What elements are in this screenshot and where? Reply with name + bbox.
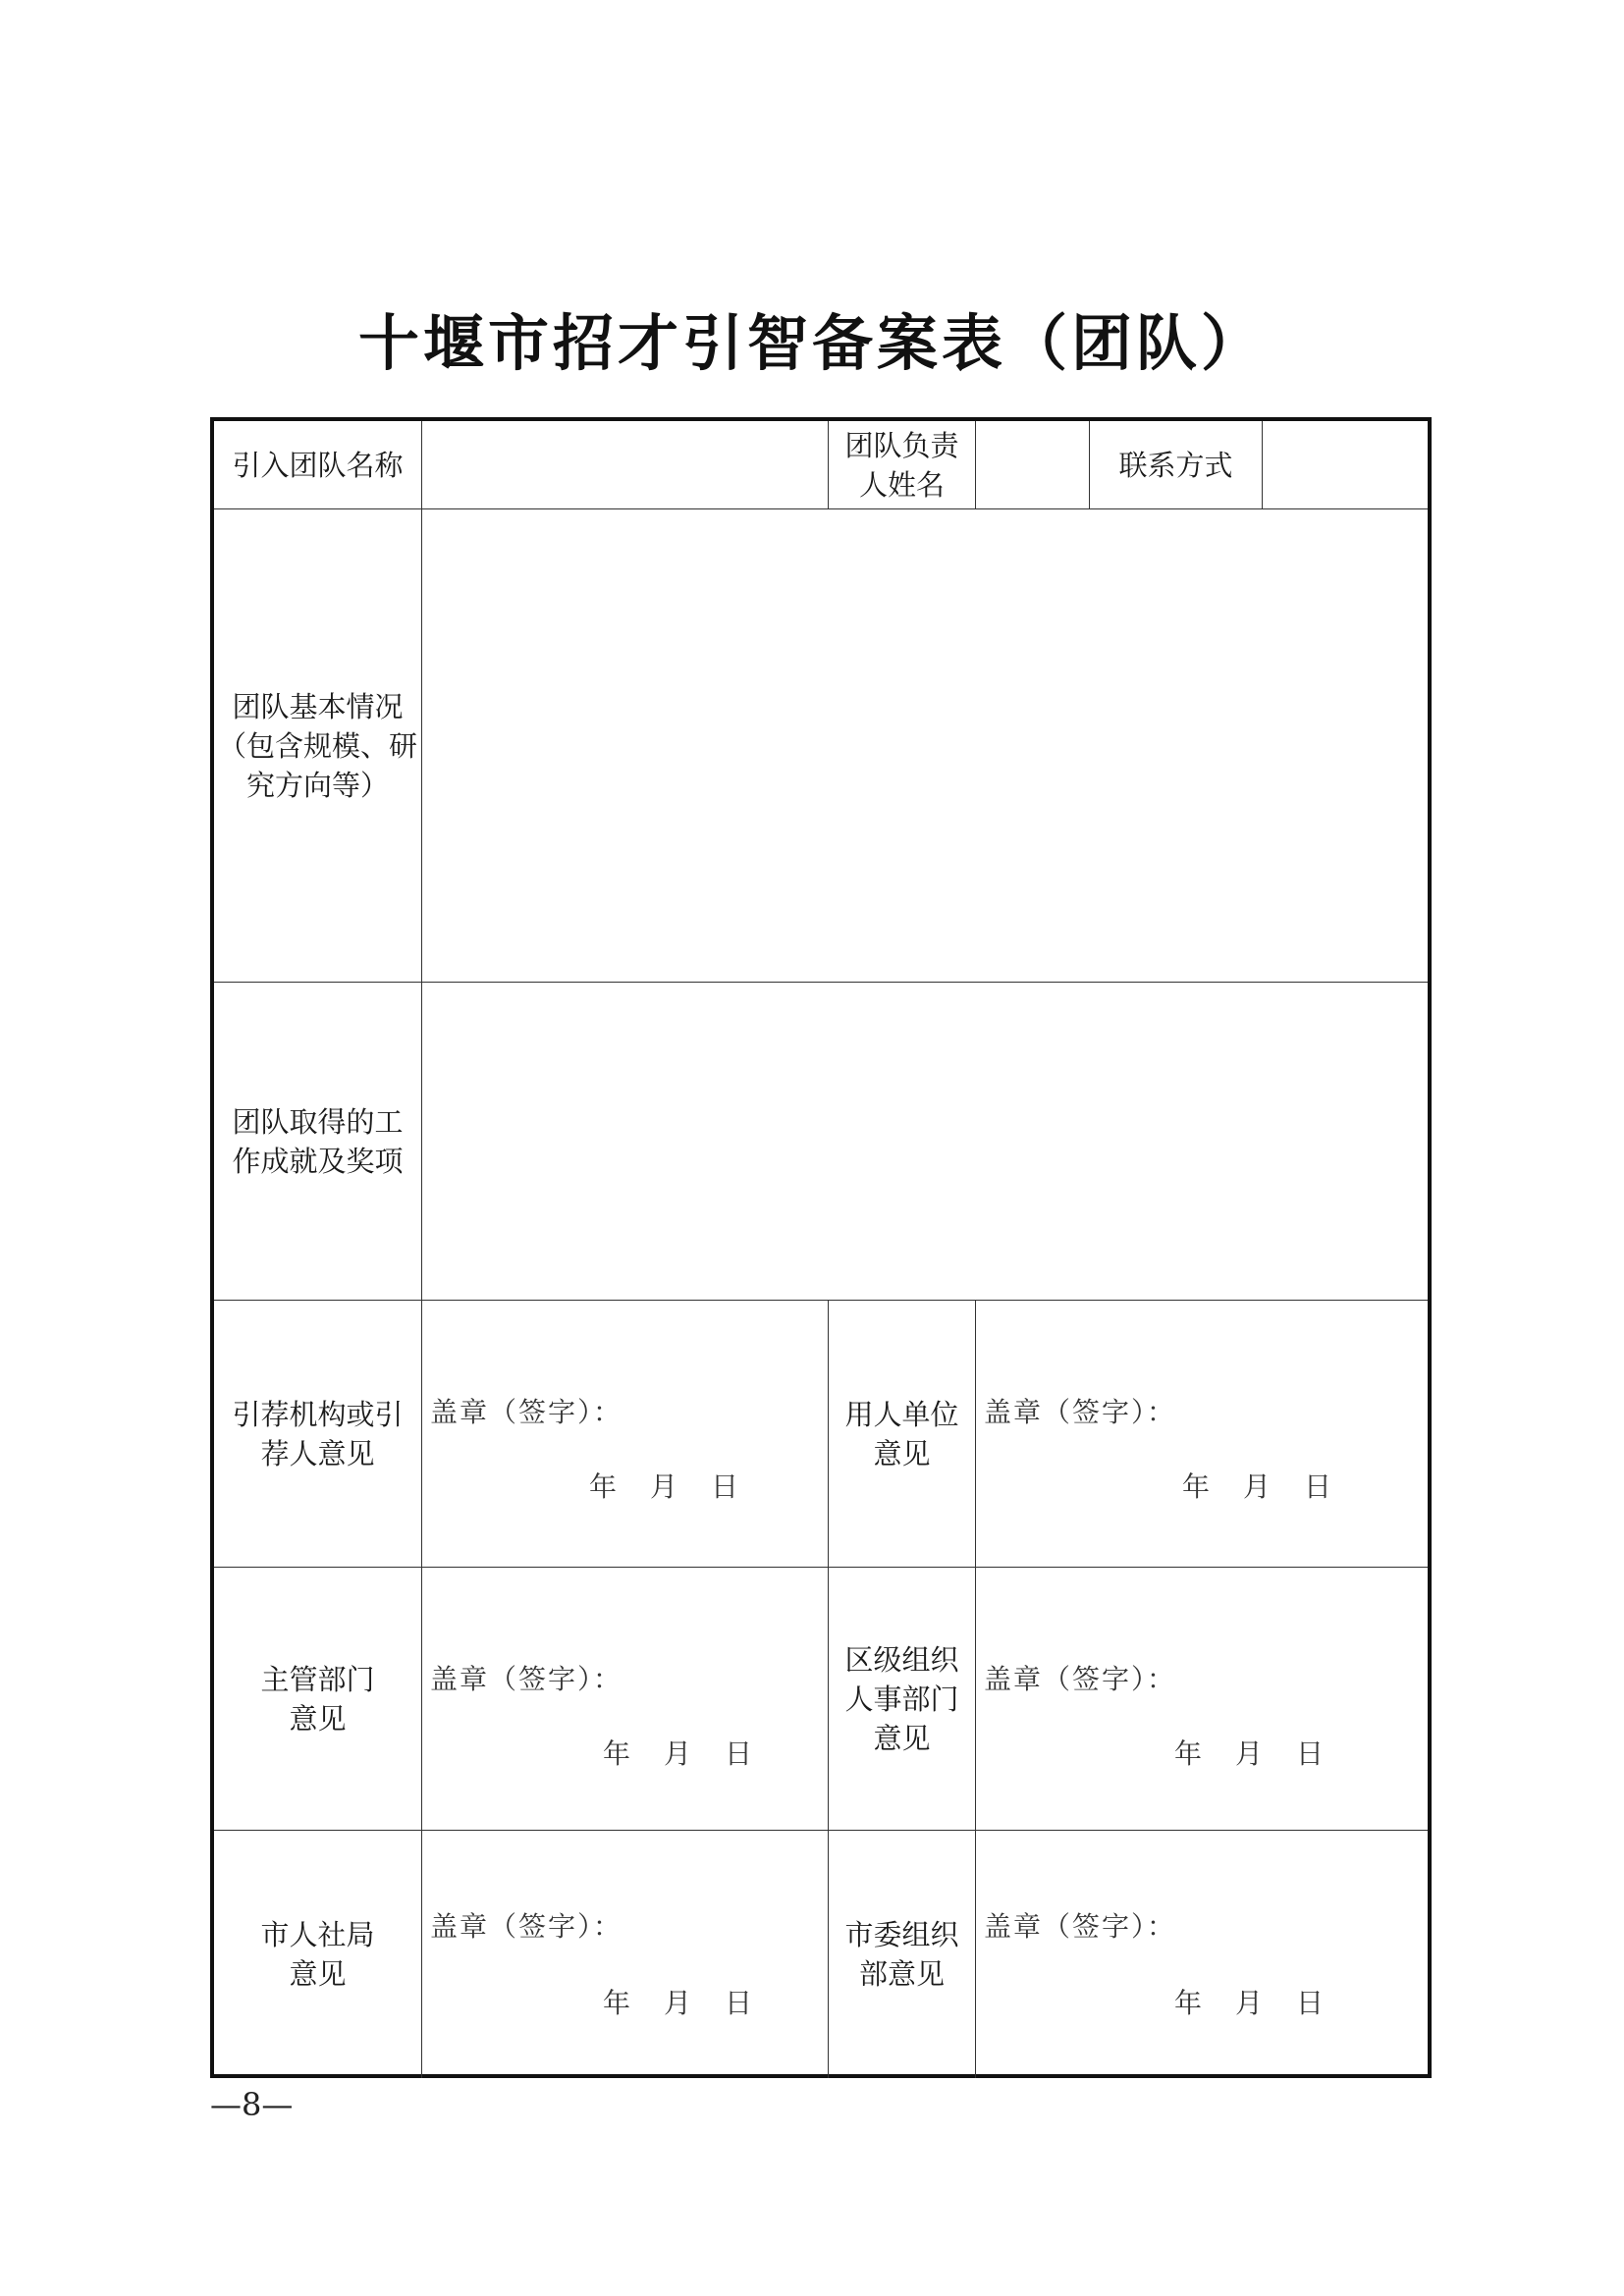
page-number: —8— bbox=[210, 2086, 294, 2123]
team-leader-label: 团队负责 人姓名 bbox=[829, 421, 976, 509]
team-leader-field[interactable] bbox=[976, 421, 1090, 509]
seal-signature-prompt: 盖章（签字）： bbox=[984, 1396, 1177, 1428]
referrer-opinion-field[interactable]: 盖章（签字）： 年 月 日 bbox=[422, 1301, 829, 1568]
city-org-dept-opinion-label: 市委组织 部意见 bbox=[829, 1831, 976, 2078]
seal-signature-prompt: 盖章（签字）： bbox=[430, 1396, 623, 1428]
basic-info-field[interactable] bbox=[422, 509, 1428, 983]
basic-info-label: 团队基本情况 （包含规模、研 究方向等） bbox=[214, 509, 422, 983]
seal-signature-prompt: 盖章（签字）： bbox=[984, 1663, 1177, 1695]
referrer-opinion-label: 引荐机构或引 荐人意见 bbox=[214, 1301, 422, 1568]
employer-opinion-field[interactable]: 盖章（签字）： 年 月 日 bbox=[976, 1301, 1428, 1568]
team-name-field[interactable] bbox=[422, 421, 829, 509]
registration-form-table bbox=[210, 417, 1432, 2078]
city-hrss-opinion-label: 市人社局 意见 bbox=[214, 1831, 422, 2078]
city-org-dept-opinion-field[interactable]: 盖章（签字）： 年 月 日 bbox=[976, 1831, 1428, 2078]
city-hrss-opinion-field[interactable]: 盖章（签字）： 年 月 日 bbox=[422, 1831, 829, 2078]
form-title: 十堰市招才引智备案表（团队） bbox=[357, 307, 1266, 379]
district-hr-opinion-field[interactable]: 盖章（签字）： 年 月 日 bbox=[976, 1568, 1428, 1831]
supervisor-opinion-label: 主管部门 意见 bbox=[214, 1568, 422, 1831]
achievements-label: 团队取得的工 作成就及奖项 bbox=[214, 983, 422, 1301]
supervisor-opinion-field[interactable]: 盖章（签字）： 年 月 日 bbox=[422, 1568, 829, 1831]
achievements-field[interactable] bbox=[422, 983, 1428, 1301]
contact-label: 联系方式 bbox=[1090, 421, 1263, 509]
seal-signature-prompt: 盖章（签字）： bbox=[430, 1663, 623, 1695]
seal-signature-prompt: 盖章（签字）： bbox=[984, 1910, 1177, 1943]
team-name-label bbox=[214, 421, 422, 509]
contact-field[interactable] bbox=[1263, 421, 1428, 509]
team-name-label-text: 引入团队名称 bbox=[232, 448, 404, 482]
seal-signature-prompt: 盖章（签字）： bbox=[430, 1910, 623, 1943]
district-hr-opinion-label: 区级组织 人事部门 意见 bbox=[829, 1568, 976, 1831]
employer-opinion-label: 用人单位 意见 bbox=[829, 1301, 976, 1568]
